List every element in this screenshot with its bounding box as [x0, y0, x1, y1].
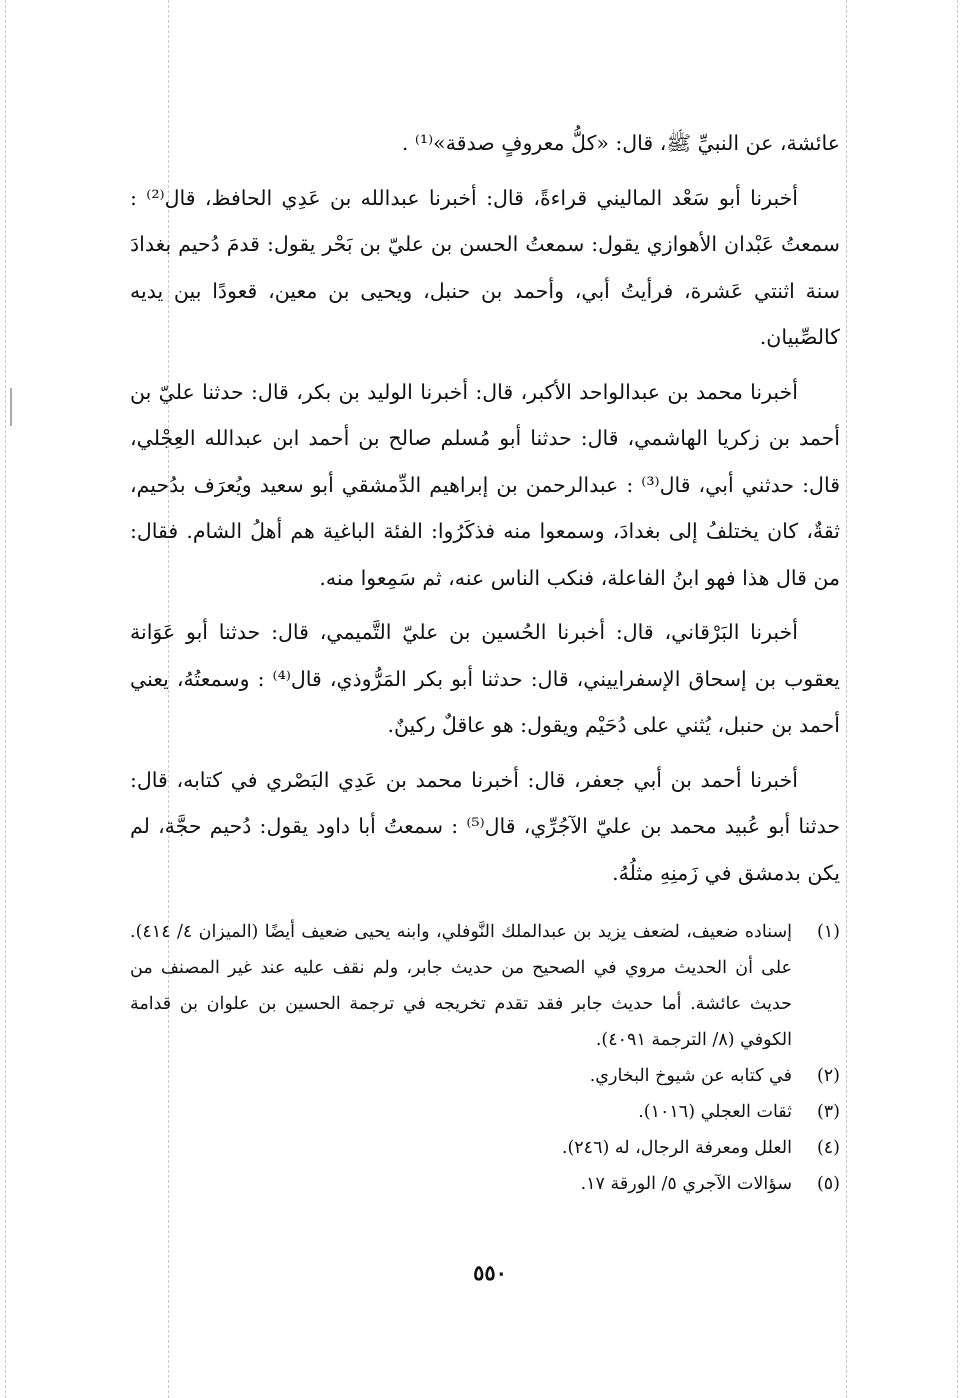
margin-guide-right: [846, 0, 847, 1398]
footnote-2: [130, 1058, 840, 1094]
footnote-4: [130, 1130, 840, 1166]
footnote-text: ثقات العجلي (١٠١٦).: [638, 1102, 792, 1122]
footnote-text: إسناده ضعيف، لضعف يزيد بن عبدالملك النَّوفلي، وابنه يحيى ضعيف أيضًا (الميزان ٤/ ٤١٤). على أن الحديث مروي في الصحيح من حديث جابر، ولم نقف عليه عند غير المصنف من حديث عائشة. أما حديث جابر فقد تقدم تخريجه في ترجمة الحسين بن علوان بن قدامة الكوفي (٨/ الترجمة ٤٠٩١).: [130, 922, 792, 1050]
footnote-text: في كتابه عن شيوخ البخاري.: [589, 1066, 792, 1086]
paragraph-1: عائشة، عن النبيِّ ﷺ، قال: «كلُّ معروفٍ صدقة»⁽¹⁾ .: [401, 131, 840, 155]
footnotes: [130, 914, 840, 1202]
footnote-number: (٥): [816, 1174, 840, 1194]
margin-mark: [10, 388, 12, 426]
footnote-number: (١): [816, 922, 840, 942]
paragraph-5: أخبرنا أحمد بن أبي جعفر، قال: أخبرنا محمد بن عَدِي البَصْري في كتابه، قال: حدثنا أبو عُبيد محمد بن عليّ الآجُرِّي، قال⁽⁵⁾ : سمعتُ أبا داود يقول: دُحيم حجَّة، لم يكن بدمشق في زَمنِهِ مثلُهُ.: [130, 767, 841, 885]
footnote-3: [130, 1094, 840, 1130]
footnote-text: سؤالات الآجري ٥/ الورقة ١٧.: [580, 1174, 792, 1194]
footnote-number: (٢): [816, 1066, 840, 1086]
paragraph-2: أخبرنا أبو سَعْد الماليني قراءةً، قال: أخبرنا عبدالله بن عَدِي الحافظ، قال⁽²⁾ : سمعتُ عَبْدان الأهوازي يقول: سمعتُ الحسن بن عليّ بن بَحْر يقول: قدمَ دُحيم بغدادَ سنة اثنتي عَشرة، فرأيتُ أبي، وأحمد بن حنبل، ويحيى بن معين، قعودًا بين يديه كالصِّبيان.: [130, 185, 840, 349]
page-body: [130, 120, 840, 1202]
page-number: ٥٥٠: [473, 1260, 507, 1285]
paragraph-3: أخبرنا محمد بن عبدالواحد الأكبر، قال: أخبرنا الوليد بن بكر، قال: حدثنا عليّ بن أحمد بن زكريا الهاشمي، قال: حدثنا أبو مُسلم صالح بن أحمد ابن عبدالله العِجْلي، قال: حدثني أبي، قال⁽³⁾ : عبدالرحمن بن إبراهيم الدِّمشقي أبو سعيد ويُعرَف بدُحيم، ثقةٌ، كان يختلفُ إلى بغدادَ، وسمعوا منه فذكَرُوا: الفئة الباغية هم أهلُ الشام. فقال: من قال هذا فهو ابنُ الفاعلة، فنكب الناس عنه، ثم سَمِعوا منه.: [130, 379, 840, 590]
footnote-1: [130, 914, 840, 1058]
paragraph-4: أخبرنا البَرْقاني، قال: أخبرنا الحُسين بن عليّ التَّميمي، قال: حدثنا أبو عَوَانة يعقوب بن إسحاق الإسفراييني، قال: حدثنا أبو بكر المَرُّوذي، قال⁽⁴⁾ : وسمعتُهُ، يعني أحمد بن حنبل، يُثني على دُحَيْم ويقول: هو عاقلٌ ركينٌ.: [130, 620, 840, 737]
margin-guide-outer: [957, 0, 958, 1398]
margin-guide-left: [5, 0, 6, 1398]
footnote-5: [130, 1166, 840, 1202]
footnote-number: (٣): [816, 1102, 840, 1122]
footnote-text: العلل ومعرفة الرجال، له (٢٤٦).: [561, 1138, 792, 1158]
footnote-number: (٤): [816, 1138, 840, 1158]
